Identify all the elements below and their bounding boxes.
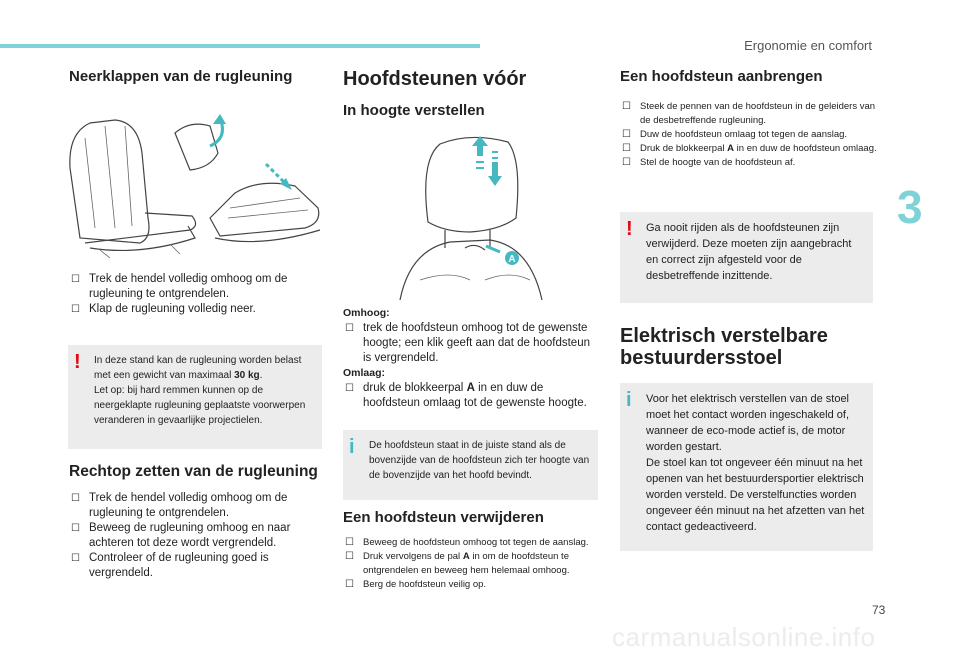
list-item: ☐ Trek de hendel volledig omhoog om de rugleuning te ontgrendelen. [71,273,288,300]
checkbox-bullet-icon: ☐ [622,101,631,112]
list-item: ☐ trek de hoofdsteun omhoog tot de gewenste hoogte; een klik geeft aan dat de hoofdsteun is vergrendeld. [345,322,590,364]
checkbox-bullet-icon: ☐ [622,143,631,154]
section-remove [343,509,603,526]
checkbox-bullet-icon: ☐ [71,493,80,504]
list-item: ☐ Berg de hoofdsteun veilig op. [345,579,487,590]
info-note-headrest: i De hoofdsteun staat in de juiste stand als de bovenzijde van de hoofdsteun zich ter hoogte van de bovenzijde van het hoofd bevindt. [343,430,598,500]
section-upright [69,463,329,481]
list-item: ☐ Trek de hendel volledig omhoog om de rugleuning te ontgrendelen. [71,492,288,519]
info-note-electric-seat: i Voor het elektrisch verstellen van de stoel moet het contact worden ingeschakeld of, wanneer de eco-mode actief is, de motor worden gestart. De stoel kan tot ongeveer één minuut na het openen van het bestuurdersportier elektrisch worden versteld. De verstelfuncties worden ongeveer één minuut na het afzetten van het contact gedeactiveerd. [620,383,873,551]
column-3 [620,68,880,85]
callout-a-label: A [508,254,516,265]
list-item: ☐ Druk vervolgens de pal A in om de hoofdsteun te ontgrendelen en beweeg hem helemaal omhoog. [345,551,570,576]
header-accent-bar [0,44,480,48]
section-electric-seat [620,325,880,369]
column-2 [343,68,603,119]
list-item: ☐ Duw de hoofdsteun omlaag tot tegen de aanslag. [622,129,848,140]
list-item: ☐ Beweeg de hoofdsteun omhoog tot tegen de aanslag. [345,537,589,548]
list-item: ☐ Controleer of de rugleuning goed is vergrendeld. [71,552,269,579]
seat-upright-drawing [70,120,196,258]
height-adjust-text [343,306,600,411]
checkbox-bullet-icon: ☐ [345,383,354,394]
checkbox-bullet-icon: ☐ [71,523,80,534]
warning-note-headrests: ! Ga nooit rijden als de hoofdsteunen zijn verwijderd. Deze moeten zijn aangebracht en correct zijn afgesteld voor de desbetreffende inzittende. [620,212,873,303]
install-bullets [620,100,877,170]
column-1 [69,68,329,85]
heading-fold-backrest: Neerklappen van de rugleuning [69,68,293,85]
checkbox-bullet-icon: ☐ [622,157,631,168]
list-item: ☐ Klap de rugleuning volledig neer. [71,303,256,315]
remove-bullets [343,536,605,592]
heading-install-headrest: Een hoofdsteun aanbrengen [620,68,823,85]
page-number: 73 [872,603,886,617]
checkbox-bullet-icon: ☐ [71,553,80,564]
heading-electric-seat: Elektrisch verstelbare bestuurdersstoel [620,325,828,369]
list-item: ☐ Stel de hoogte van de hoofdsteun af. [622,157,796,168]
seat-fold-illustration [60,98,330,258]
section-title: Ergonomie en comfort [744,38,872,53]
info-icon: i [349,436,355,458]
list-item: ☐ Druk de blokkeerpal A in en duw de hoofdsteun omlaag. [622,143,877,154]
heading-front-headrests: Hoofdsteunen vóór [343,68,527,90]
checkbox-bullet-icon: ☐ [345,323,354,334]
headrest-illustration [390,130,550,300]
checkbox-bullet-icon: ☐ [345,537,354,548]
checkbox-bullet-icon: ☐ [71,274,80,285]
checkbox-bullet-icon: ☐ [622,129,631,140]
down-label: Omlaag: [343,367,386,379]
heading-remove-headrest: Een hoofdsteun verwijderen [343,509,544,526]
info-icon: i [626,389,632,411]
warning-note-load: ! In deze stand kan de rugleuning worden belast met een gewicht van maximaal 30 kg. Let op: bij hard remmen kunnen op de neergeklapte rugleuning geplaatste voorwerpen veranderen in gevaarlijke projectielen. [68,345,322,449]
checkbox-bullet-icon: ☐ [345,579,354,590]
up-label: Omhoog: [343,307,390,319]
heading-height-adjust: In hoogte verstellen [343,102,485,119]
list-item: ☐ Steek de pennen van de hoofdsteun in de geleiders van de desbetreffende rugleuning. [622,101,876,126]
exclamation-icon: ! [626,218,633,240]
checkbox-bullet-icon: ☐ [71,304,80,315]
list-item: ☐ Beweeg de rugleuning omhoog en naar achteren tot deze wordt vergrendeld. [71,522,291,549]
seat-folded-drawing [210,164,320,242]
upright-bullets [69,491,324,581]
exclamation-icon: ! [74,351,81,373]
list-item: ☐ druk de blokkeerpal A in en duw de hoofdsteun omlaag tot de gewenste hoogte. [345,382,587,409]
watermark: carmanualsonline.info [612,622,876,652]
headrest-drawing [175,114,226,170]
chapter-number: 3 [897,181,923,233]
heading-upright-backrest: Rechtop zetten van de rugleuning [69,463,318,480]
fold-bullets [69,272,324,317]
checkbox-bullet-icon: ☐ [345,551,354,562]
